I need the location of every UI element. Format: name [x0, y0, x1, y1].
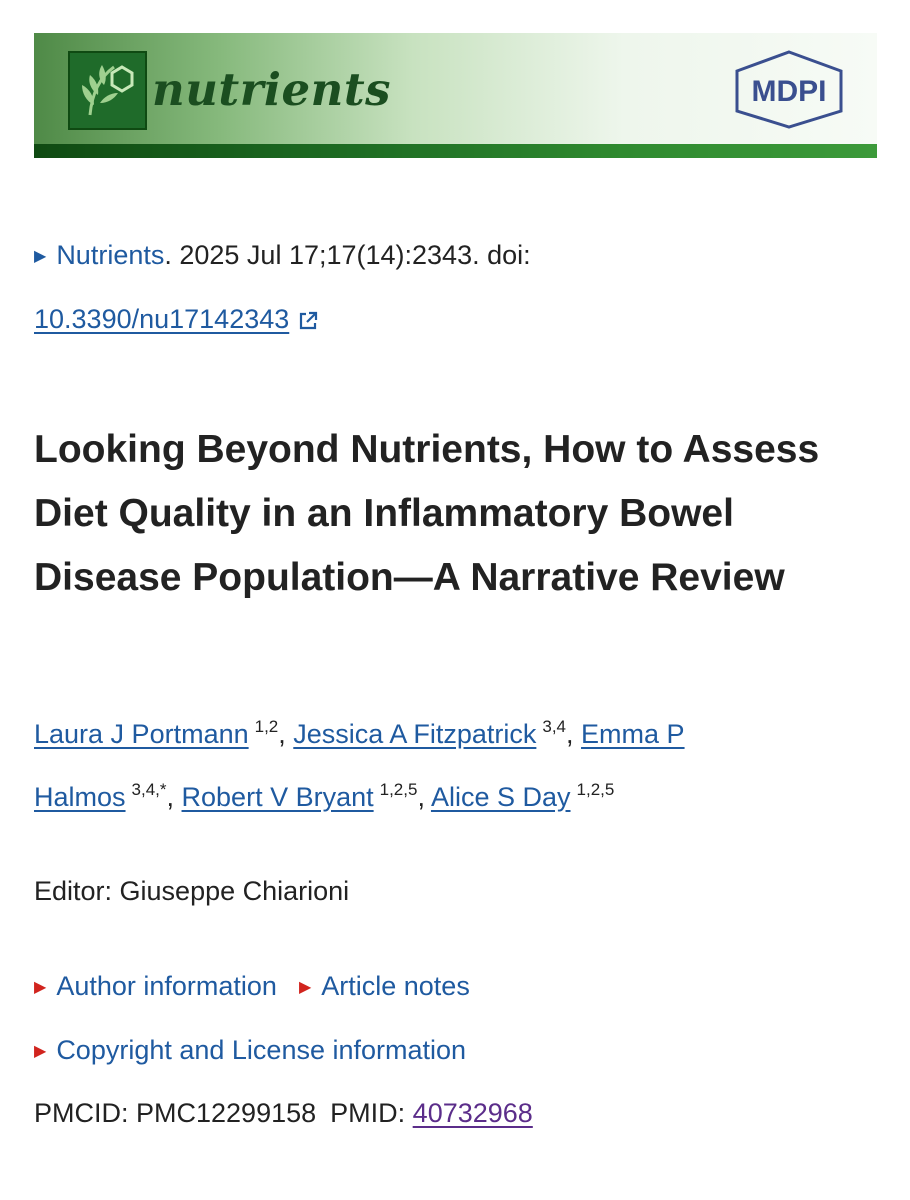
author-link[interactable]: Halmos: [34, 782, 126, 812]
author-link[interactable]: Alice S Day: [430, 782, 571, 812]
expand-triangle-icon[interactable]: ▶: [34, 979, 47, 996]
expander-row-1: [34, 966, 470, 1008]
expand-triangle-icon[interactable]: ▶: [34, 1043, 47, 1060]
author-affiliation: 3,4,*: [131, 780, 167, 799]
journal-name: nutrients: [152, 63, 391, 116]
author-information-toggle[interactable]: Author information: [56, 971, 277, 1001]
copyright-toggle[interactable]: Copyright and License information: [56, 1035, 467, 1065]
pmid-link[interactable]: 40732968: [412, 1098, 533, 1128]
doi-line: [34, 299, 319, 343]
mdpi-logo-text: MDPI: [751, 75, 827, 108]
expander-row-2: [34, 1030, 466, 1072]
author-affiliation: 3,4: [542, 717, 567, 736]
author-affiliation: 1,2: [254, 717, 279, 736]
author-affiliation: 1,2,5: [576, 780, 615, 799]
citation-line: [34, 235, 531, 277]
expand-triangle-icon[interactable]: ▶: [298, 979, 312, 996]
author-affiliation: 1,2,5: [379, 780, 418, 799]
ids-line: [34, 1093, 533, 1133]
editor-line: Editor: Giuseppe Chiarioni: [34, 876, 350, 906]
article-title: Looking Beyond Nutrients, How to Assess Diet Quality in an Inflammatory Bowel Disease Population—A Narrative Review: [34, 428, 820, 599]
banner-stripe: [34, 144, 877, 158]
article-notes-toggle[interactable]: Article notes: [321, 971, 470, 1001]
external-link-icon[interactable]: [297, 303, 319, 343]
doi-link[interactable]: 10.3390/nu17142343: [34, 304, 290, 334]
citation-details: . 2025 Jul 17;17(14):2343. doi:: [164, 240, 531, 270]
mdpi-logo[interactable]: [729, 49, 849, 129]
expand-triangle-icon[interactable]: ▶: [34, 248, 47, 265]
author-link[interactable]: Emma P: [581, 719, 685, 749]
pmcid-label: PMCID: PMC12299158: [34, 1098, 317, 1128]
journal-banner[interactable]: [34, 33, 877, 158]
author-link[interactable]: Robert V Bryant: [181, 782, 374, 812]
journal-link[interactable]: Nutrients: [56, 240, 165, 270]
author-link[interactable]: Laura J Portmann: [34, 719, 249, 749]
nutrients-logo-icon: [68, 51, 147, 130]
authors-line-1: Laura J Portmann $^{1,2}$, Jessica A Fitzpatrick $^{3,4}$, Emma P: [34, 717, 685, 749]
pmid-label: PMID:: [330, 1098, 406, 1128]
authors-line-2: Halmos $^{3,4,*}$, Robert V Bryant $^{1,2,5}$, Alice S Day $^{1,2,5}$: [34, 780, 615, 812]
author-link[interactable]: Jessica A Fitzpatrick: [293, 719, 537, 749]
